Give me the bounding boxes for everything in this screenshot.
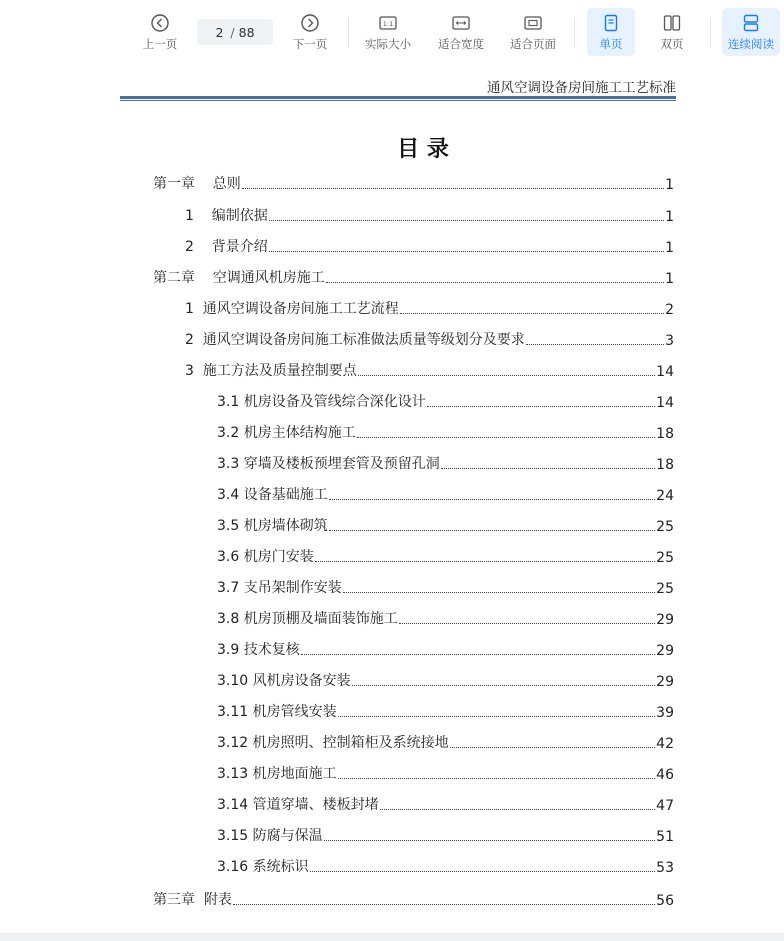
toc-entry-page: 14 xyxy=(656,364,674,380)
actual-size-label: 实际大小 xyxy=(365,37,411,51)
toc-entry[interactable] xyxy=(217,608,674,628)
toolbar-divider xyxy=(710,18,711,48)
continuous-read-icon xyxy=(741,13,761,33)
toc-entry-text: 3.5 机房墙体砌筑 xyxy=(217,518,328,534)
single-page-label: 单页 xyxy=(599,37,623,51)
toc-leader-dots xyxy=(338,778,656,779)
toc-entry[interactable] xyxy=(185,205,674,225)
toc-entry[interactable] xyxy=(153,267,674,287)
toc-entry[interactable] xyxy=(217,391,674,411)
toc-entry-page: 1 xyxy=(665,240,674,256)
fit-width-button[interactable] xyxy=(435,8,487,56)
toc-entry-page: 46 xyxy=(656,767,674,783)
toc-entry[interactable] xyxy=(217,453,674,473)
continuous-read-label: 连续阅读 xyxy=(728,37,774,51)
toc-leader-dots xyxy=(338,716,656,717)
toc-entry-page: 29 xyxy=(656,674,674,690)
toc-entry-text: 3.8 机房顶棚及墙面装饰施工 xyxy=(217,611,398,627)
svg-text:1:1: 1:1 xyxy=(382,20,394,28)
header-rule-thin xyxy=(120,100,676,101)
prev-page-button[interactable] xyxy=(140,8,180,56)
toc-leader-dots xyxy=(526,344,664,345)
fit-width-label: 适合宽度 xyxy=(438,37,484,51)
viewer-toolbar xyxy=(0,0,784,62)
toc-entry-text: 第三章 附表 xyxy=(153,892,232,908)
toc-entry-text: 3.14 管道穿墙、楼板封堵 xyxy=(217,797,379,813)
toc-entry[interactable] xyxy=(185,360,674,380)
toc-entry-page: 2 xyxy=(665,302,674,318)
toc-entry-text: 2 背景介绍 xyxy=(185,239,268,255)
toc-entry[interactable] xyxy=(217,856,674,876)
actual-size-icon xyxy=(378,13,398,33)
toc-entry-text: 3.12 机房照明、控制箱柜及系统接地 xyxy=(217,735,449,751)
toc-entry-page: 56 xyxy=(656,893,674,909)
toc-entry[interactable] xyxy=(185,329,674,349)
toc-entry-page: 25 xyxy=(656,519,674,535)
chevron-left-icon xyxy=(150,13,170,33)
toc-entry[interactable] xyxy=(217,701,674,721)
bottom-scroll-area xyxy=(0,933,784,941)
toc-leader-dots xyxy=(427,406,655,407)
toc-leader-dots xyxy=(450,747,656,748)
toc-entry-text: 第一章 总则 xyxy=(153,176,241,192)
fit-page-icon xyxy=(523,13,543,33)
total-pages: 88 xyxy=(238,24,255,40)
toc-entry-text: 2 通风空调设备房间施工标准做法质量等级划分及要求 xyxy=(185,332,525,348)
toc-entry[interactable] xyxy=(217,825,674,845)
toc-leader-dots xyxy=(329,530,655,531)
toc-entry[interactable] xyxy=(185,236,674,256)
toc-entry[interactable] xyxy=(153,889,674,909)
toc-entry-page: 25 xyxy=(656,581,674,597)
toc-leader-dots xyxy=(233,904,655,905)
toc-entry-page: 47 xyxy=(656,798,674,814)
toc-leader-dots xyxy=(324,840,656,841)
next-page-label: 下一页 xyxy=(292,37,328,51)
toc-entry-page: 39 xyxy=(656,705,674,721)
toc-entry-text: 3.13 机房地面施工 xyxy=(217,766,337,782)
toc-leader-dots xyxy=(380,809,656,810)
single-page-icon xyxy=(601,13,621,33)
document-header-title: 通风空调设备房间施工工艺标准 xyxy=(487,80,676,96)
toc-entry[interactable] xyxy=(217,763,674,783)
toc-entry-text: 3 施工方法及质量控制要点 xyxy=(185,363,357,379)
toc-entry-text: 3.1 机房设备及管线综合深化设计 xyxy=(217,394,426,410)
toc-leader-dots xyxy=(400,313,664,314)
toc-leader-dots xyxy=(269,220,664,221)
toc-leader-dots xyxy=(310,871,656,872)
toc-entry-text: 3.16 系统标识 xyxy=(217,859,309,875)
toc-leader-dots xyxy=(358,375,655,376)
toc-leader-dots xyxy=(315,561,655,562)
next-page-button[interactable] xyxy=(290,8,330,56)
toc-entry-text: 第二章 空调通风机房施工 xyxy=(153,270,325,286)
toc-entry-page: 14 xyxy=(656,395,674,411)
chevron-right-icon xyxy=(300,13,320,33)
page-number-input[interactable] xyxy=(197,19,273,45)
toc-entry-page: 29 xyxy=(656,612,674,628)
toc-entry[interactable] xyxy=(217,546,674,566)
toc-entry-page: 42 xyxy=(656,736,674,752)
toc-entry-text: 3.6 机房门安装 xyxy=(217,549,314,565)
toc-entry-text: 3.15 防腐与保温 xyxy=(217,828,323,844)
toc-entry-page: 25 xyxy=(656,550,674,566)
toc-entry-page: 24 xyxy=(656,488,674,504)
toc-entry[interactable] xyxy=(217,484,674,504)
prev-page-label: 上一页 xyxy=(142,37,178,51)
toc-leader-dots xyxy=(329,499,655,500)
toc-entry[interactable] xyxy=(217,515,674,535)
toc-leader-dots xyxy=(441,468,655,469)
toc-entry-text: 1 通风空调设备房间施工工艺流程 xyxy=(185,301,399,317)
toc-entry-page: 1 xyxy=(665,177,674,193)
toc-leader-dots xyxy=(269,251,664,252)
toc-entry-page: 53 xyxy=(656,860,674,876)
toc-entry-text: 1 编制依据 xyxy=(185,208,268,224)
toc-leader-dots xyxy=(357,437,655,438)
toc-entry[interactable] xyxy=(217,732,674,752)
toc-leader-dots xyxy=(399,623,655,624)
toc-entry[interactable] xyxy=(217,794,674,814)
fit-page-label: 适合页面 xyxy=(510,37,556,51)
fit-width-icon xyxy=(451,13,471,33)
double-page-icon xyxy=(662,13,682,33)
toc-leader-dots xyxy=(343,592,655,593)
toc-entry-text: 3.7 支吊架制作安装 xyxy=(217,580,342,596)
toc-entry-page: 3 xyxy=(665,333,674,349)
toc-entry-page: 51 xyxy=(656,829,674,845)
toc-entry-page: 1 xyxy=(665,271,674,287)
toc-entry[interactable] xyxy=(217,670,674,690)
toc-entry-text: 3.2 机房主体结构施工 xyxy=(217,425,356,441)
toc-leader-dots xyxy=(301,654,655,655)
toc-entry-page: 18 xyxy=(656,457,674,473)
toc-entry-page: 1 xyxy=(665,209,674,225)
toc-leader-dots xyxy=(242,188,664,189)
toc-entry-page: 18 xyxy=(656,426,674,442)
double-page-label: 双页 xyxy=(660,37,684,51)
toc-entry-text: 3.10 风机房设备安装 xyxy=(217,673,351,689)
fit-page-button[interactable] xyxy=(507,8,559,56)
actual-size-button[interactable] xyxy=(362,8,414,56)
toc-entry-text: 3.9 技术复核 xyxy=(217,642,300,658)
header-rule xyxy=(120,96,676,99)
toc-entry-text: 3.11 机房管线安装 xyxy=(217,704,337,720)
toc-entry[interactable] xyxy=(185,298,674,318)
toc-entry[interactable] xyxy=(153,173,674,193)
single-page-button[interactable] xyxy=(587,8,635,56)
toc-entry[interactable] xyxy=(217,577,674,597)
toolbar-divider xyxy=(574,18,575,48)
toc-entry[interactable] xyxy=(217,422,674,442)
toc-entry-text: 3.3 穿墙及楼板预埋套管及预留孔洞 xyxy=(217,456,440,472)
current-page[interactable]: 2 xyxy=(215,24,224,40)
toc-leader-dots xyxy=(352,685,656,686)
toolbar-divider xyxy=(348,18,349,48)
toc-entry[interactable] xyxy=(217,639,674,659)
toc-entry-page: 29 xyxy=(656,643,674,659)
continuous-read-button[interactable] xyxy=(722,8,780,56)
toc-leader-dots xyxy=(326,282,664,283)
toc-title: 目 录 xyxy=(397,137,449,162)
toc-entry-text: 3.4 设备基础施工 xyxy=(217,487,328,503)
double-page-button[interactable] xyxy=(648,8,696,56)
page-separator: / xyxy=(230,24,235,40)
